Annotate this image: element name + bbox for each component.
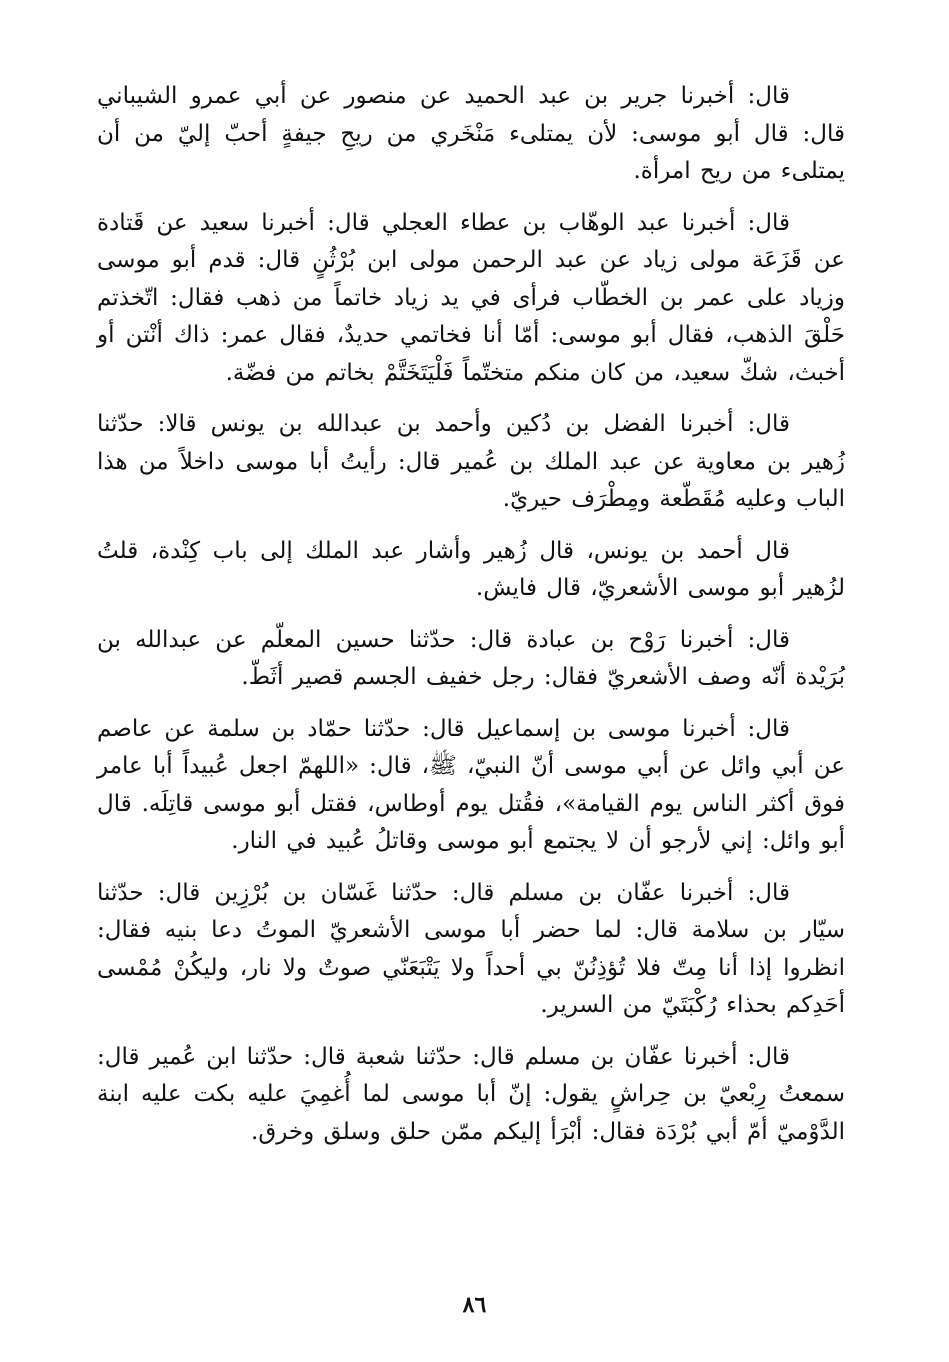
hadith-paragraph: قال: أخبرنا عفّان بن مسلم قال: حدّثنا شعبة قال: حدّثنا ابن عُمير قال: سمعتُ رِبْعيّ بن حِراشٍ يقول: إنّ أبا موسى لما أُغمِيَ عليه بكت عليه ابنة الدَّوْميّ أمّ أبي بُرْدَة فقال: أبْرَأ إليكم ممّن حلق وسلق وخرق.: [97, 1043, 845, 1145]
page-number: ٨٦: [462, 1292, 487, 1318]
hadith-paragraph: قال: أخبرنا جرير بن عبد الحميد عن منصور عن أبي عمرو الشيباني قال: قال أبو موسى: لأن يمتلىء مَنْخَري من ريحِ جيفةٍ أحبّ إليّ من أن يمتلىء من ريح امرأة.: [97, 83, 845, 184]
hadith-paragraph: قال: أخبرنا عبد الوهّاب بن عطاء العجلي قال: أخبرنا سعيد عن قَتادة عن قَزَعَة مولى زياد عن عبد الرحمن مولى ابن بُرْثُنٍ قال: قدم أبو موسى وزياد على عمر بن الخطّاب فرأى في يد زياد خاتماً من ذهب فقال: اتّخذتم حَلْقَ الذهب، فقال أبو موسى: أمّا أنا فخاتمي حديدٌ، فقال عمر: ذاك أنْتن أو أخبث، شكّ سعيد، من كان منكم متختّماً فَلْيَتَخَتَّمْ بخاتم من فضّة.: [97, 209, 845, 386]
hadith-paragraph: قال: أخبرنا رَوْح بن عبادة قال: حدّثنا حسين المعلّم عن عبدالله بن بُرَيْدة أنّه وصف الأشعريّ فقال: رجل خفيف الجسم قصير أثَطّ.: [97, 626, 845, 690]
hadith-paragraph: قال: أخبرنا الفضل بن دُكين وأحمد بن عبدالله بن يونس قالا: حدّثنا زُهير بن معاوية عن عبد الملك بن عُمير قال: رأيتُ أبا موسى داخلاً من هذا الباب وعليه مُقَطّعة ومِطْرَف حيريّ.: [97, 411, 845, 512]
hadith-paragraph: قال: أخبرنا عفّان بن مسلم قال: حدّثنا غَسّان بن بُرْزِين قال: حدّثنا سيّار بن سلامة قال: لما حضر أبا موسى الأشعريّ الموتُ دعا بنيه فقال: انظروا إذا أنا مِتّ فلا تُؤذِنُنّ بي أحداً ولا يَتْبَعَنّي صوتٌ ولا نار، وليكُنْ مُمْسى أحَدِكم بحذاء رُكْبَتَيّ من السرير.: [97, 879, 845, 1018]
hadith-paragraph: قال: أخبرنا موسى بن إسماعيل قال: حدّثنا حمّاد بن سلمة عن عاصم عن أبي وائل عن أبي موسى أنّ النبيّ، ﷺ، قال: «اللهمّ اجعل عُبيداً أبا عامر فوق أكثر الناس يوم القيامة»، فقُتل يوم أوطاس، فقتل أبو موسى قاتِلَه. قال أبو وائل: إني لأرجو أن لا يجتمع أبو موسى وقاتلُ عُبيد في النار.: [97, 715, 845, 854]
page-body: [97, 78, 845, 1165]
hadith-paragraph: قال أحمد بن يونس، قال زُهير وأشار عبد الملك إلى باب كِنْدة، قلتُ لزُهير أبو موسى الأشعريّ، قال فايش.: [97, 537, 845, 601]
